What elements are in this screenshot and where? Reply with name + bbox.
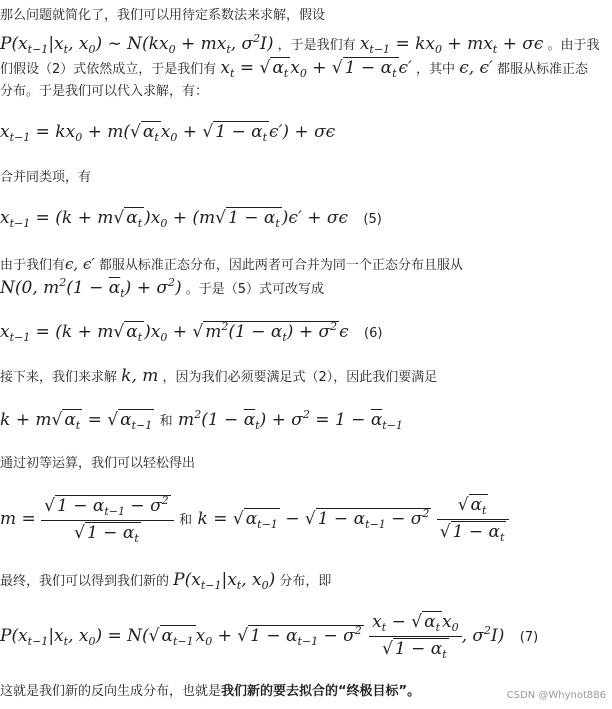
para4: 接下来，我们来求解 k, m ，因为我们必须要满足式（2），因此我们要满足 [0,366,438,386]
para6: 最终，我们可以得到我们新的 $P(x_{t-1}|x_t$, $x_0$) 分布，即 [0,570,332,592]
para5: 通过初等运算，我们可以轻松得出 [0,456,196,471]
watermark: CSDN @Whynot886 [506,690,606,701]
equation-conditions: k + m√ $\alpha_t$ = √ $\alpha_{t-1}$ 和 $m^2(1 - \overline{\alpha}_t) + \sigma^2 = 1 - \overline{\alpha}_{t-1}$ [0,408,403,432]
para1-line1: 那么问题就简化了，我们可以用待定系数法来求解，假设 [0,8,326,23]
equation-solution: m = $\frac{√ 1 - \overline{\alpha}_{t-1} - \sigma^2}{√ 1 - \overline{\alpha}_t}$ 和 k = √ $\alpha_{t-1}$ − √ $1 - \overline{\alpha}_{t-1} - \sigma^2$ $\frac{√ \alpha_t}{√ 1 - \overline{\alpha}_t}$ [0,494,509,545]
equation-substitution: $x_{t-1} = kx_0 + m(√$ $\alpha_t$ $x_0$ + √ $1 - \overline{\alpha}_t$ ϵ′) + σϵ [0,122,336,144]
para1-line3: 们假设（2）式依然成立，于是我们有 $x_t$ = √ $\alpha_t$ $x_0$ + √ $1 - \overline{\alpha}_t$ ϵ′ ，其中 ϵ, ϵ′ 都服从标准正态 [0,58,589,80]
para2: 合并同类项，有 [0,170,92,185]
equation-6-tag: (6) [364,326,383,341]
para7: 这就是我们新的反向生成分布，也就是我们新的要去拟合的“终极目标”。 [0,684,421,699]
para3-line1: 由于我们有ϵ, ϵ′ 都服从标准正态分布，因此两者可合并为同一个正态分布且服从 [0,255,463,273]
para3-line2: N(0, $m^2(1 - \overline{\alpha}_t) + \sigma^2$) 。于是（5）式可改写成 [0,276,325,300]
para1-line2: $P(x_{t-1}|x_t$, $x_0$) ∼ $N(kx_0 + mx_t$, $\sigma^2I$) ，于是我们有 $x_{t-1} = kx_0 + mx_t + \sigma\epsilon$ 。由于我 [0,32,600,56]
equation-7: $P(x_{t-1}|x_t$, $x_0) = N(√$ $\alpha_{t-1}$ $x_0$ + √ $1 - \overline{\alpha}_{t-1} - \sigma^2$ $\frac{x_t - √ \alpha_t x_0}{√ 1 - \overline{\alpha}_t}$ , $\sigma^2I$) (7) [0,612,539,661]
equation-6: $x_{t-1} = (k + m√$ $\alpha_t$ )$x_0$ + √ $m^2(1 - \overline{\alpha}_t) + \sigma^2$ ϵ (6) [0,320,383,344]
para1-line4: 分布。于是我们可以代入求解，有： [0,84,209,99]
equation-5: $x_{t-1} = (k + m√$ $\alpha_t$ )$x_0 + (m√$ $1 - \overline{\alpha}_t$ )ϵ′ + σϵ (5) [0,208,382,230]
equation-7-tag: (7) [519,630,539,645]
equation-5-tag: (5) [363,212,382,227]
